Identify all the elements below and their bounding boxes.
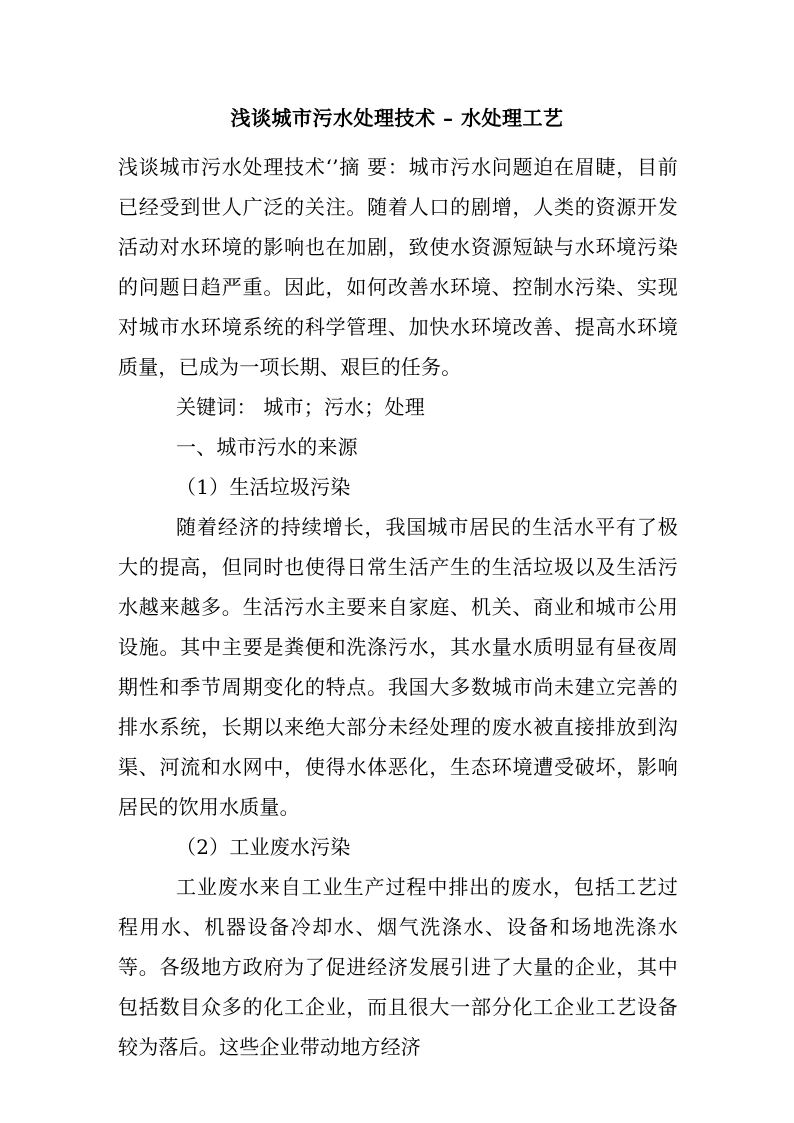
subsection-heading: （1）生活垃圾污染 (176, 475, 351, 499)
body-paragraph: 随着经济的持续增长，我国城市居民的生活水平有了极大的提高，但同时也使得日常生活产生的生活垃圾以及生活污水越来越多。生活污水主要来自家庭、机关、商业和城市公用设施。其中主要是粪便和洗涤污水，其水量水质明显有昼夜周期性和季节周期变化的特点。我国大多数城市尚未建立完善的排水系统，长期以来绝大部分未经处理的废水被直接排放到沟渠、河流和水网中，使得水体恶化，生态环境遭受破坏，影响居民的饮用水质量。 (118, 515, 678, 819)
section-heading: 一、城市污水的来源 (176, 435, 358, 459)
subsection-heading: （2）工业废水污染 (176, 835, 351, 859)
abstract-paragraph: 浅谈城市污水处理技术‘’摘 要：城市污水问题迫在眉睫，目前已经受到世人广泛的关注。随着人口的剧增，人类的资源开发活动对水环境的影响也在加剧，致使水资源短缺与水环境污染的问题日趋严重。因此，如何改善水环境、控制水污染、实现对城市水环境系统的科学管理、加快水环境改善、提高水环境质量，已成为一项长期、艰巨的任务。 (118, 155, 678, 379)
document-title: 浅谈城市污水处理技术 – 水处理工艺 (230, 106, 564, 130)
body-paragraph: 工业废水来自工业生产过程中排出的废水，包括工艺过程用水、机器设备冷却水、烟气洗涤水、设备和场地洗涤水等。各级地方政府为了促进经济发展引进了大量的企业，其中包括数目众多的化工企业，而且很大一部分化工企业工艺设备较为落后。这些企业带动地方经济 (118, 875, 678, 1059)
keywords-line: 关键词： 城市；污水；处理 (176, 395, 425, 419)
document-body (118, 147, 678, 1067)
